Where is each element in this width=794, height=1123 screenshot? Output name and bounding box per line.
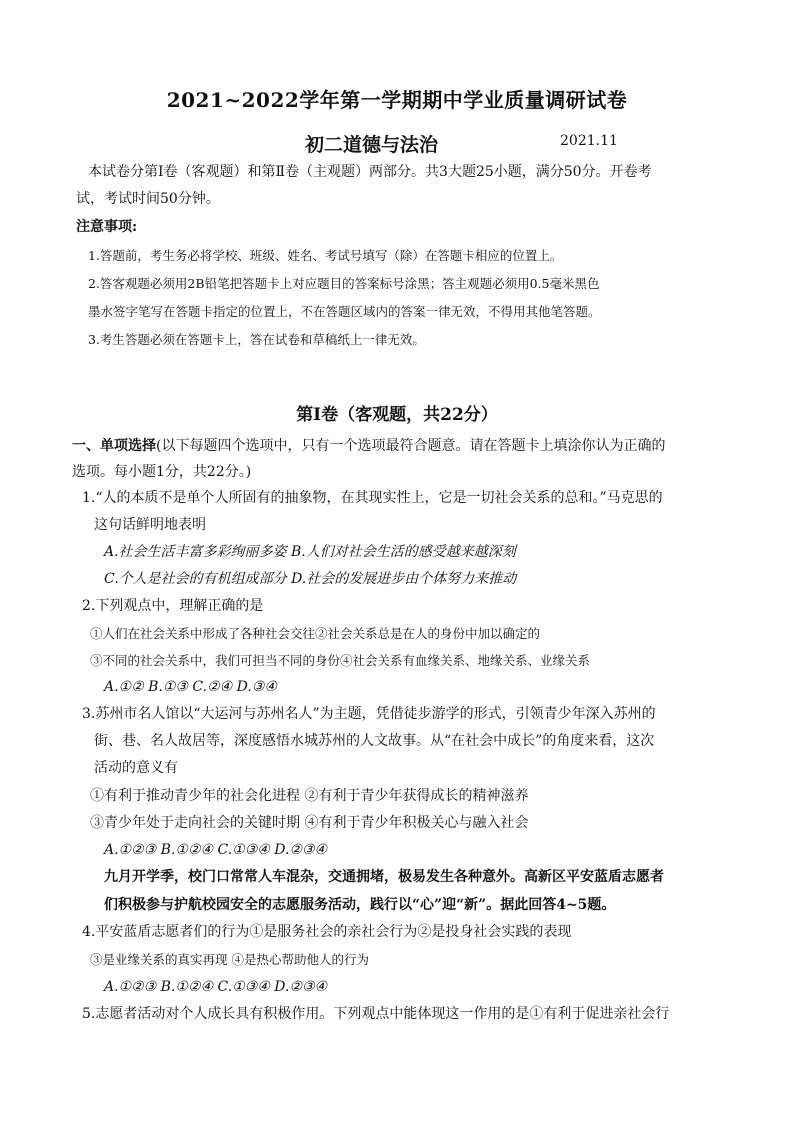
material-line-1: 九月开学季，校门口常常人车混杂，交通拥堵，极易发生各种意外。高新区平安蓝盾志愿者: [104, 869, 664, 885]
intro-line-1: 本试卷分第Ⅰ卷（客观题）和第Ⅱ卷（主观题）两部分。共3大题25小题，满分50分。开卷考: [88, 164, 652, 180]
q2-statements-12: ①人们在社会关系中形成了各种社会交往②社会关系总是在人的身份中加以确定的: [90, 626, 541, 641]
intro-line-2: 试，考试时间50分钟。: [76, 191, 220, 207]
note-item-1: 1.答题前，考生务必将学校、班级、姓名、考试号填写（除）在答题卡相应的位置上。: [88, 248, 563, 263]
q3-statements-34: ③青少年处于走向社会的关键时期 ④有利于青少年积极关心与融入社会: [90, 815, 529, 831]
note-item-2-cont: 墨水签字笔写在答题卡指定的位置上，不在答题区域内的答案一律无效，不得用其他笔答题。: [88, 304, 601, 319]
notes-heading: 注意事项:: [76, 219, 138, 235]
q1-options-ab: A.社会生活丰富多彩绚丽多姿 B.人们对社会生活的感受越来越深刻: [104, 544, 516, 560]
exam-date: 2021.11: [560, 133, 618, 149]
section-instr-line-2: 选项。每小题1分，共22分。): [72, 464, 252, 480]
exam-title: 2021~2022学年第一学期期中学业质量调研试卷: [166, 88, 628, 112]
q3-stem-line-3: 活动的意义有: [94, 760, 178, 776]
q3-options: A.①②③ B.①②④ C.①③④ D.②③④: [104, 842, 328, 858]
q3-statements-12: ①有利于推动青少年的社会化进程 ②有利于青少年获得成长的精神滋养: [90, 788, 529, 804]
section-instructions: [72, 436, 665, 456]
q5-stem-line-1: 5.志愿者活动对个人成长具有积极作用。下列观点中能体现这一作用的是①有利于促进亲社会行: [82, 1006, 670, 1022]
q3-stem-line-2: 街、巷、名人故居等，深度感悟水城苏州的人文故事。从“在社会中成长”的角度来看，这次: [94, 733, 655, 749]
subject-row: [0, 130, 794, 158]
q2-statements-34: ③不同的社会关系中，我们可担当不同的身份④社会关系有血缘关系、地缘关系、业缘关系: [90, 653, 591, 668]
q1-stem-line-2: 这句话鲜明地表明: [94, 517, 206, 533]
q1-stem-line-1: 1.“人的本质不是单个人所固有的抽象物，在其现实性上，它是一切社会关系的总和。”马克思的: [82, 490, 663, 506]
section-title: 第Ⅰ卷（客观题，共22分）: [296, 405, 498, 425]
q4-options: A.①②③ B.①②④ C.①③④ D.②③④: [104, 979, 328, 995]
q3-stem-line-1: 3.苏州市名人馆以“大运河与苏州名人”为主题，凭借徒步游学的形式，引领青少年深入苏州的: [82, 706, 656, 722]
material-line-2: 们积极参与护航校园安全的志愿服务活动，践行以“心”迎“新”。据此回答4~5题。: [104, 897, 616, 913]
q2-stem: 2.下列观点中，理解正确的是: [82, 598, 264, 614]
note-item-3: 3.考生答题必须在答题卡上，答在试卷和草稿纸上一律无效。: [88, 332, 425, 347]
note-item-2: 2.答客观题必须用2B铅笔把答题卡上对应题目的答案标号涂黑；答主观题必须用0.5毫米黑色: [88, 276, 600, 291]
section-instr-line-1: (以下每题四个选项中，只有一个选项最符合题意。请在答题卡上填涂你认为正确的: [156, 438, 666, 454]
subject-name: 初二道德与法治: [305, 134, 439, 156]
q4-stem: 4.平安蓝盾志愿者们的行为①是服务社会的亲社会行为②是投身社会实践的表现: [82, 924, 572, 940]
q1-options-cd: C.个人是社会的有机组成部分 D.社会的发展进步由个体努力来推动: [104, 571, 517, 587]
q2-options: A.①② B.①③ C.②④ D.③④: [104, 679, 277, 695]
q4-statements-34: ③是业缘关系的真实再现 ④是热心帮助他人的行为: [90, 952, 369, 967]
section-instr-label: 一、单项选择: [72, 438, 156, 454]
